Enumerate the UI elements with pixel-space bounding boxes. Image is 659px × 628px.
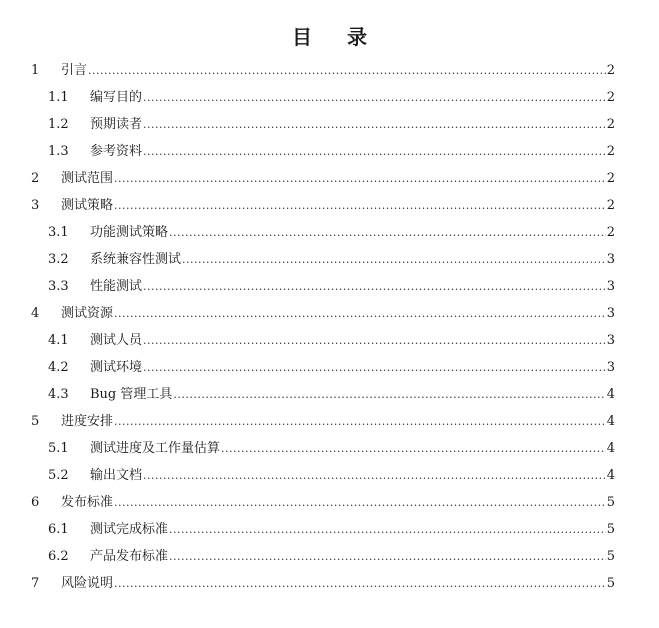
- toc-entry-page-number: 3: [606, 360, 615, 375]
- toc-dot-leader: [143, 141, 606, 163]
- toc-entry-page-number: 3: [606, 306, 615, 321]
- toc-entry[interactable]: [48, 546, 615, 568]
- toc-entry-number: 1.1: [48, 90, 69, 105]
- toc-entry-number: 1.3: [48, 144, 69, 159]
- toc-entry-title: 测试进度及工作量估算: [90, 441, 221, 456]
- toc-dot-leader: [169, 519, 606, 541]
- toc-dot-leader: [143, 330, 606, 352]
- toc-entry[interactable]: [31, 168, 615, 190]
- toc-entry-title: Bug 管理工具: [90, 387, 173, 402]
- toc-entry-page-number: 4: [606, 468, 615, 483]
- toc-dot-leader: [143, 276, 606, 298]
- toc-entry-page-number: 2: [606, 171, 615, 186]
- toc-entry-number: 4.1: [48, 333, 69, 348]
- toc-entry-number: 6.1: [48, 522, 69, 537]
- toc-entry-number: 1: [31, 63, 40, 78]
- toc-entry[interactable]: [48, 114, 615, 136]
- toc-entry-title: 参考资料: [90, 144, 143, 159]
- toc-dot-leader: [114, 303, 606, 325]
- toc-entry-title: 测试策略: [61, 198, 114, 213]
- toc-dot-leader: [114, 492, 606, 514]
- toc-entry-number: 1.2: [48, 117, 69, 132]
- toc-entry-title: 引言: [61, 63, 88, 78]
- toc-entry[interactable]: [31, 411, 615, 433]
- toc-dot-leader: [221, 438, 606, 460]
- toc-entry-page-number: 2: [606, 144, 615, 159]
- toc-entry-title: 编写目的: [90, 90, 143, 105]
- toc-entry-number: 4: [31, 306, 40, 321]
- toc-dot-leader: [143, 357, 606, 379]
- toc-dot-leader: [88, 60, 606, 82]
- toc-dot-leader: [114, 411, 606, 433]
- toc-entry[interactable]: [48, 384, 615, 406]
- toc-entry[interactable]: [31, 60, 615, 82]
- toc-entry-title: 测试资源: [61, 306, 114, 321]
- toc-entry-title: 输出文档: [90, 468, 143, 483]
- toc-entry-title: 测试范围: [61, 171, 114, 186]
- toc-entry-title: 进度安排: [61, 414, 114, 429]
- toc-entry-page-number: 2: [606, 117, 615, 132]
- toc-entry-page-number: 3: [606, 333, 615, 348]
- toc-entry-number: 2: [31, 171, 40, 186]
- toc-entry-page-number: 2: [606, 63, 615, 78]
- toc-entry-title: 性能测试: [90, 279, 143, 294]
- toc-entry-number: 3.3: [48, 279, 69, 294]
- toc-entry-page-number: 2: [606, 90, 615, 105]
- toc-entry[interactable]: [48, 438, 615, 460]
- toc-entry-page-number: 2: [606, 198, 615, 213]
- toc-entry-number: 3: [31, 198, 40, 213]
- toc-entry-page-number: 2: [606, 225, 615, 240]
- toc-dot-leader: [143, 465, 606, 487]
- toc-entry[interactable]: [48, 141, 615, 163]
- toc-entry-title: 系统兼容性测试: [90, 252, 182, 267]
- toc-entry-page-number: 4: [606, 414, 615, 429]
- toc-entry-title: 风险说明: [61, 576, 114, 591]
- toc-entry-number: 7: [31, 576, 40, 591]
- toc-entry-number: 6.2: [48, 549, 69, 564]
- toc-entry-number: 5.2: [48, 468, 69, 483]
- toc-entry-number: 3.1: [48, 225, 69, 240]
- toc-entry-page-number: 5: [606, 522, 615, 537]
- toc-entry-number: 6: [31, 495, 40, 510]
- toc-entry[interactable]: [48, 465, 615, 487]
- toc-dot-leader: [114, 573, 606, 595]
- toc-entry-number: 5: [31, 414, 40, 429]
- toc-entry[interactable]: [31, 492, 615, 514]
- toc-entry-number: 5.1: [48, 441, 69, 456]
- toc-entry-page-number: 5: [606, 549, 615, 564]
- toc-dot-leader: [173, 384, 605, 406]
- toc-entry-number: 4.2: [48, 360, 69, 375]
- toc-entry[interactable]: [48, 87, 615, 109]
- toc-entry[interactable]: [48, 249, 615, 271]
- toc-entry[interactable]: [48, 519, 615, 541]
- toc-entry-number: 3.2: [48, 252, 69, 267]
- toc-entry-title: 测试人员: [90, 333, 143, 348]
- toc-entry-title: 测试完成标准: [90, 522, 169, 537]
- toc-entry-page-number: 3: [606, 252, 615, 267]
- toc-entry[interactable]: [31, 195, 615, 217]
- toc-entry-title: 发布标准: [61, 495, 114, 510]
- toc-entry[interactable]: [48, 222, 615, 244]
- toc-entry-title: 产品发布标准: [90, 549, 169, 564]
- toc-dot-leader: [114, 195, 606, 217]
- toc-dot-leader: [169, 222, 606, 244]
- toc-entry-title: 功能测试策略: [90, 225, 169, 240]
- toc-entry[interactable]: [48, 330, 615, 352]
- toc-entry[interactable]: [31, 573, 615, 595]
- toc-title: 目 录: [292, 25, 381, 49]
- toc-entry-page-number: 5: [606, 576, 615, 591]
- toc-dot-leader: [182, 249, 606, 271]
- toc-entry[interactable]: [48, 276, 615, 298]
- toc-dot-leader: [143, 114, 606, 136]
- toc-dot-leader: [169, 546, 606, 568]
- toc-dot-leader: [143, 87, 606, 109]
- toc-entry-page-number: 5: [606, 495, 615, 510]
- toc-dot-leader: [114, 168, 606, 190]
- toc-entry-title: 测试环境: [90, 360, 143, 375]
- toc-entry-number: 4.3: [48, 387, 69, 402]
- toc-entry[interactable]: [48, 357, 615, 379]
- toc-entry-title: 预期读者: [90, 117, 143, 132]
- toc-entry-page-number: 4: [606, 387, 615, 402]
- toc-entry[interactable]: [31, 303, 615, 325]
- toc-entry-page-number: 3: [606, 279, 615, 294]
- toc-entry-page-number: 4: [606, 441, 615, 456]
